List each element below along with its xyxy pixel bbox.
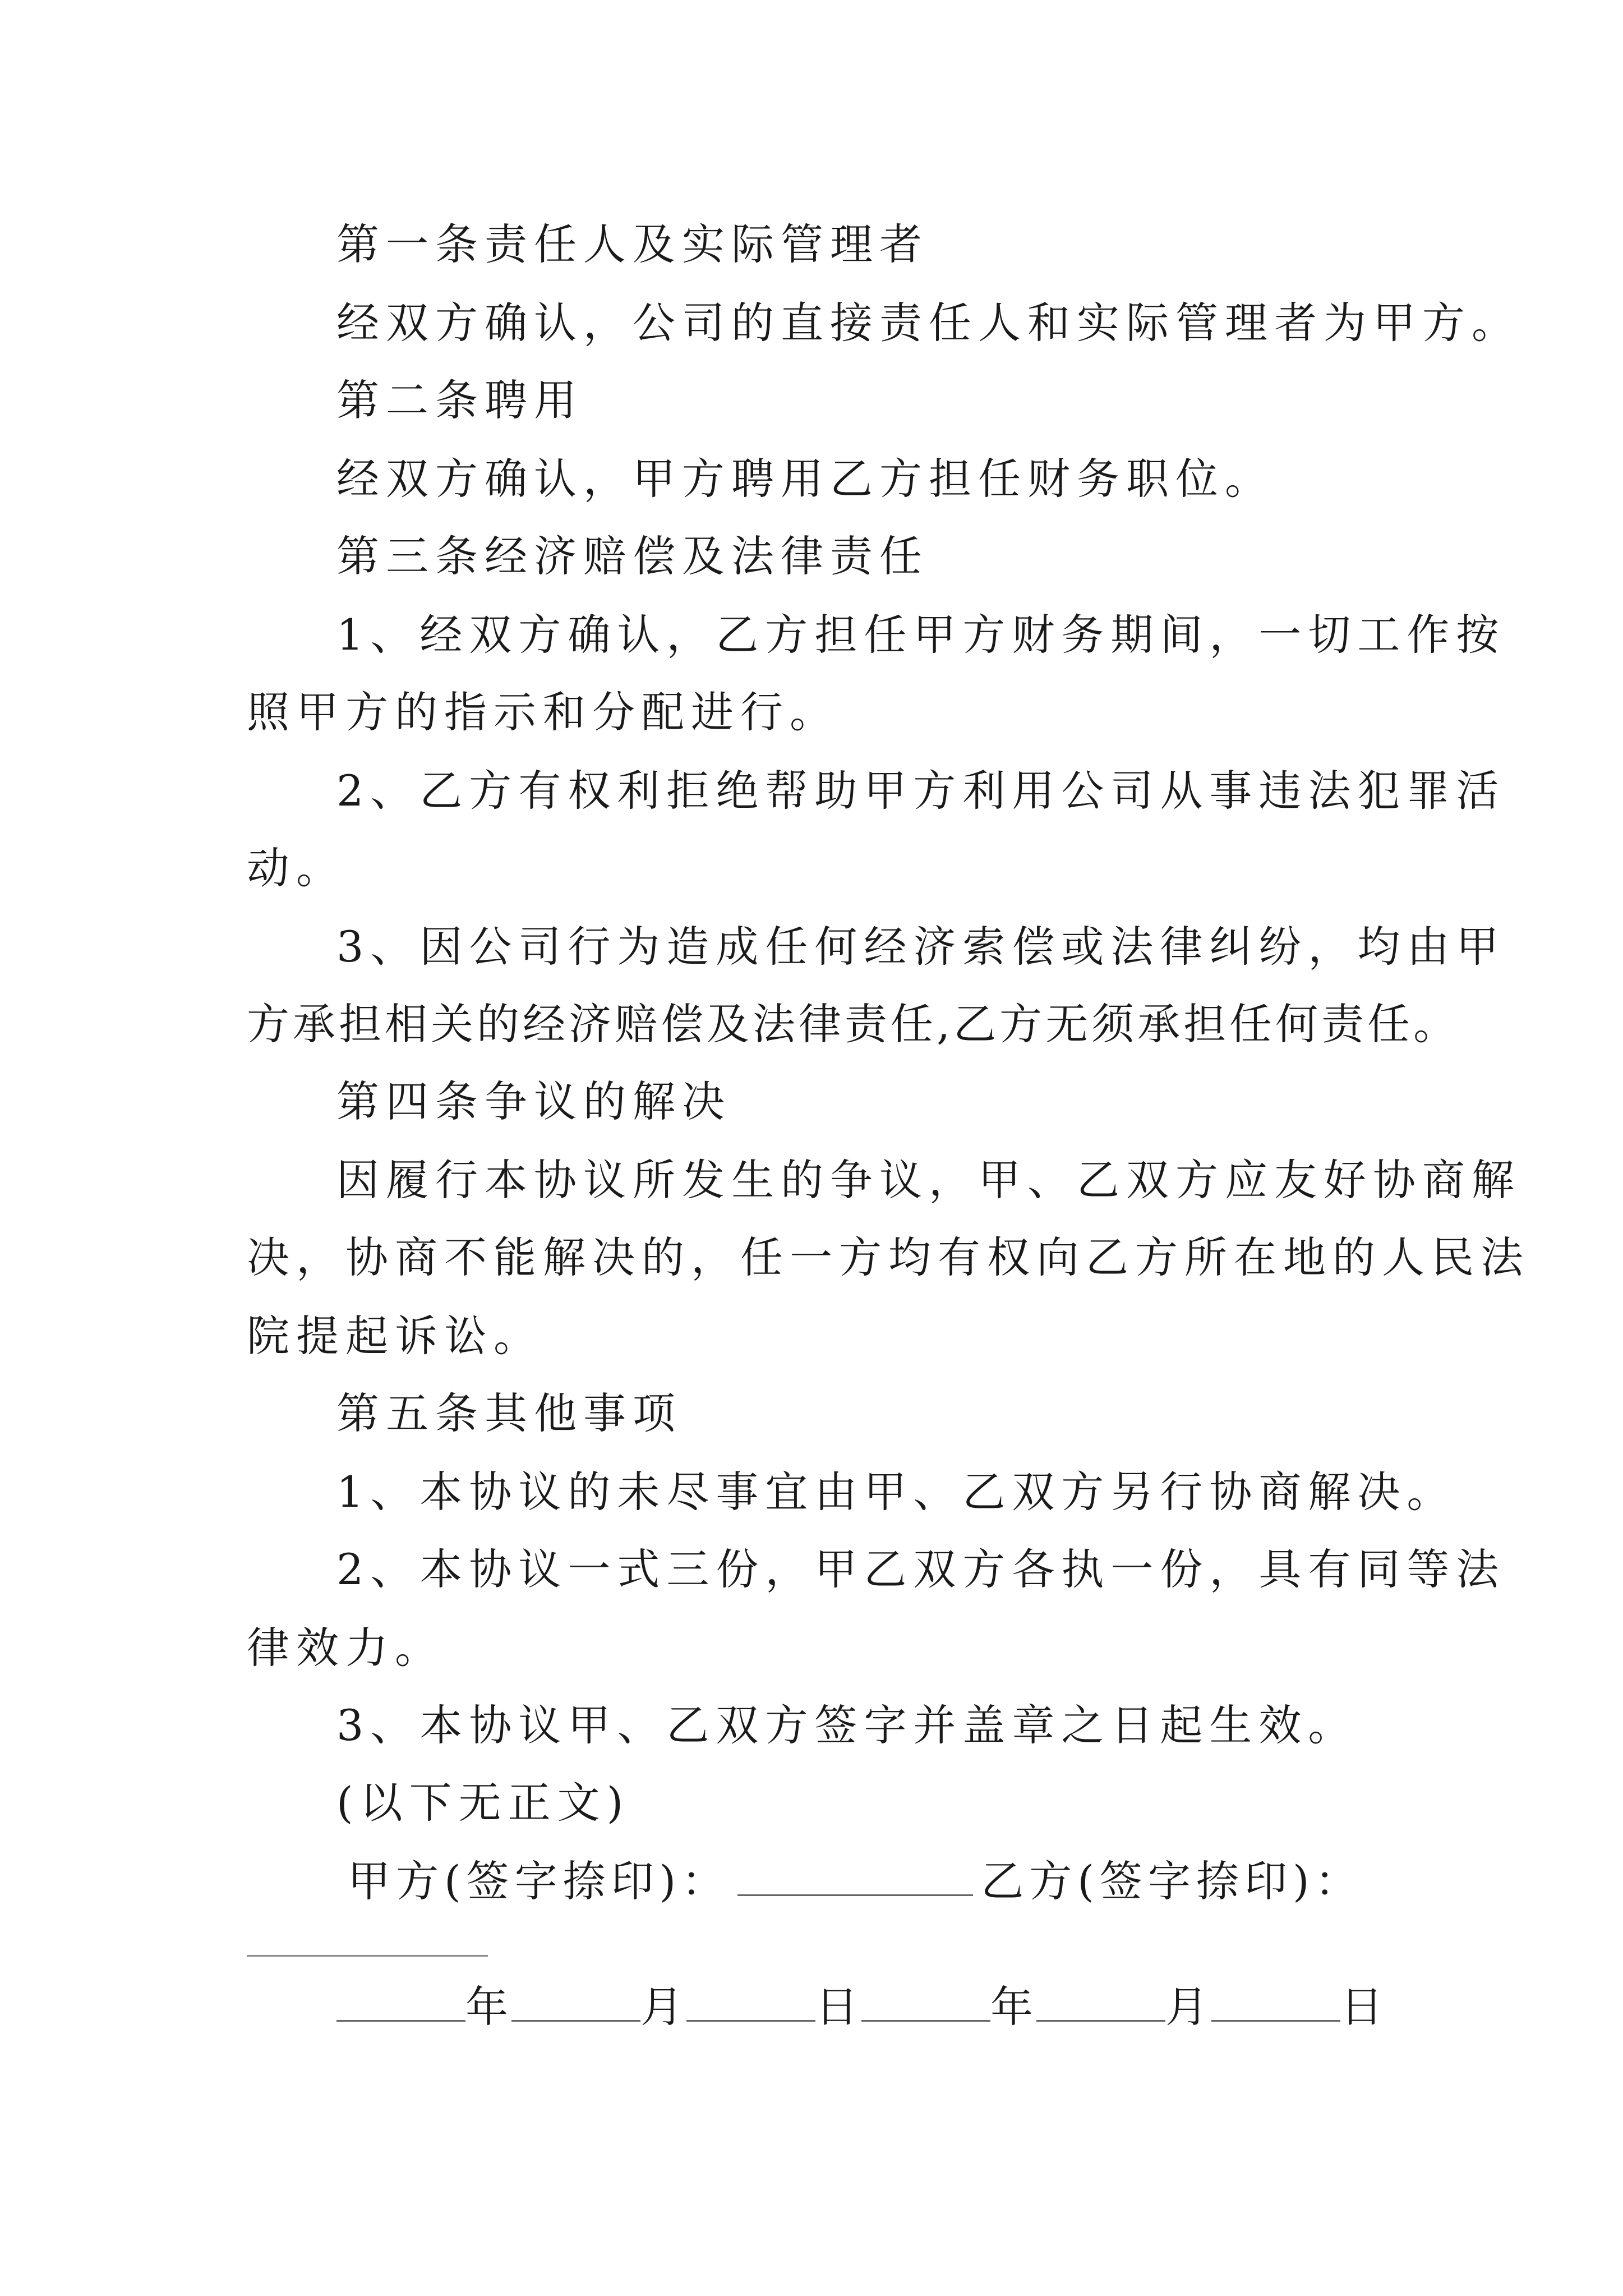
- article-3-item-3-line-1: 3、因公司行为造成任何经济索偿或法律纠纷，均由甲: [336, 922, 1506, 972]
- year-label-a: 年: [465, 1982, 511, 2032]
- party-b-signature-blank[interactable]: [247, 1955, 488, 1957]
- party-b-month-blank[interactable]: [1036, 1986, 1165, 2022]
- end-note: (以下无正文): [336, 1778, 630, 1828]
- party-a-day-blank[interactable]: [686, 1986, 815, 2022]
- article-1-title: 第一条责任人及实际管理者: [336, 219, 929, 269]
- date-row: [336, 1982, 1386, 2032]
- party-b-day-blank[interactable]: [1211, 1986, 1340, 2022]
- month-label-a: 月: [640, 1982, 686, 2032]
- article-5-title: 第五条其他事项: [336, 1388, 682, 1438]
- month-label-b: 月: [1165, 1982, 1211, 2032]
- article-3-title: 第三条经济赔偿及法律责任: [336, 531, 929, 581]
- day-label-b: 日: [1340, 1982, 1386, 2032]
- article-1-paragraph: 经双方确认，公司的直接责任人和实际管理者为甲方。: [336, 298, 1521, 348]
- article-4-paragraph-line-3: 院提起诉讼。: [247, 1311, 543, 1361]
- article-3-item-1-line-1: 1、经双方确认，乙方担任甲方财务期间，一切工作按: [336, 610, 1506, 660]
- article-3-item-3-line-2: 方承担相关的经济赔偿及法律责任,乙方无须承担任何责任。: [247, 999, 1460, 1049]
- article-3-item-1-line-2: 照甲方的指示和分配进行。: [247, 687, 839, 737]
- article-3-item-2-line-1: 2、乙方有权利拒绝帮助甲方利用公司从事违法犯罪活: [336, 766, 1506, 816]
- year-label-b: 年: [990, 1982, 1036, 2032]
- party-b-year-blank[interactable]: [861, 1986, 990, 2022]
- article-3-item-2-line-2: 动。: [247, 843, 345, 893]
- article-5-item-1: 1、本协议的未尽事宜由甲、乙双方另行协商解决。: [336, 1467, 1456, 1517]
- article-5-item-2-line-2: 律效力。: [247, 1623, 444, 1673]
- article-2-title: 第二条聘用: [336, 375, 583, 425]
- article-5-item-2-line-1: 2、本协议一式三份，甲乙双方各执一份，具有同等法: [336, 1544, 1506, 1594]
- article-4-paragraph-line-2: 决，协商不能解决的，任一方均有权向乙方所在地的人民法: [247, 1232, 1530, 1282]
- day-label-a: 日: [815, 1982, 861, 2032]
- article-5-item-3: 3、本协议甲、乙双方签字并盖章之日起生效。: [336, 1700, 1358, 1750]
- signature-row: [348, 1856, 1363, 1906]
- party-a-year-blank[interactable]: [336, 1986, 465, 2022]
- article-4-paragraph-line-1: 因履行本协议所发生的争议，甲、乙双方应友好协商解: [336, 1155, 1521, 1205]
- party-b-label: 乙方(签字捺印)：: [981, 1856, 1363, 1906]
- party-a-signature-blank[interactable]: [737, 1861, 973, 1896]
- article-2-paragraph: 经双方确认，甲方聘用乙方担任财务职位。: [336, 454, 1274, 504]
- party-a-label: 甲方(签字捺印)：: [348, 1856, 730, 1906]
- article-4-title: 第四条争议的解决: [336, 1076, 731, 1126]
- party-a-month-blank[interactable]: [511, 1986, 640, 2022]
